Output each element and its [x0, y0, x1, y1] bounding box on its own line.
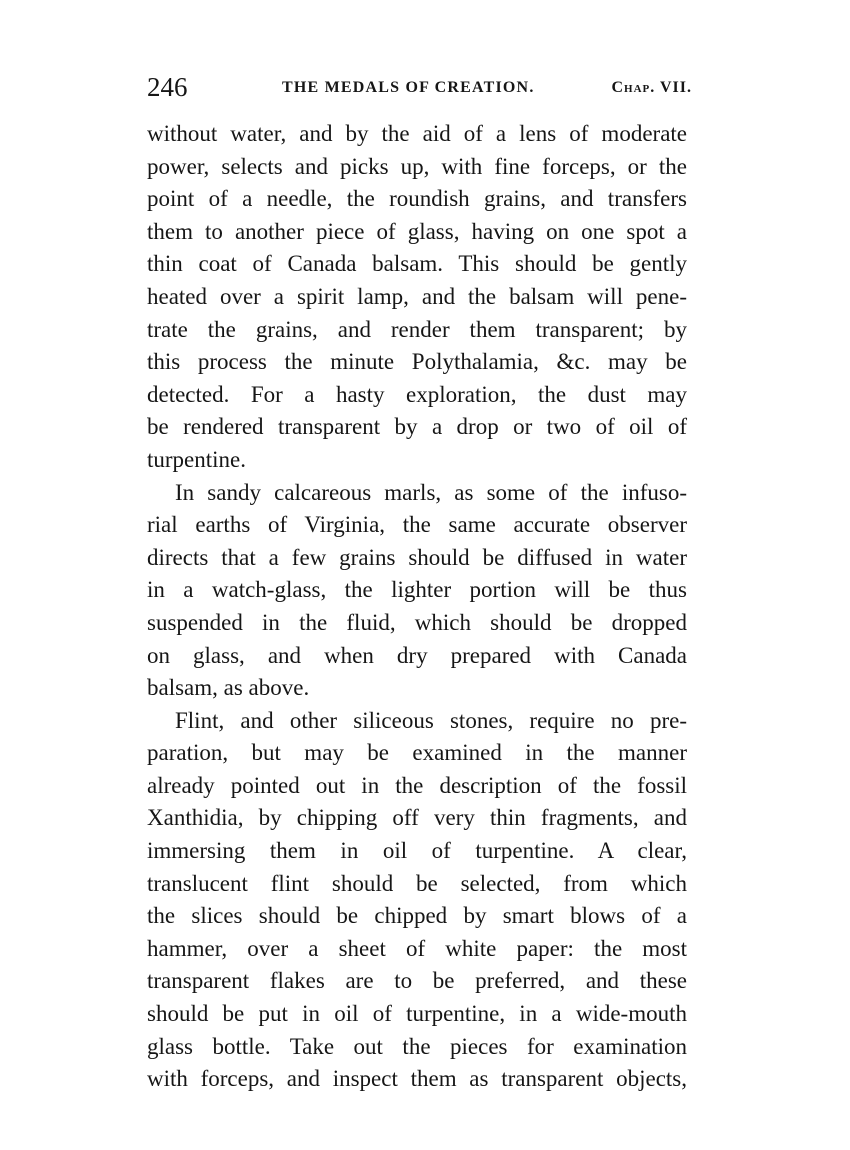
- text-line: In sandy calcareous marls, as some of the infuso-: [175, 479, 687, 505]
- text-line: thin coat of Canada balsam. This should be gently: [147, 251, 687, 277]
- text-line: in a watch-glass, the lighter portion will be thus: [147, 577, 687, 603]
- text-line: transparent flakes are to be preferred, and these: [147, 968, 687, 994]
- text-line: on glass, and when dry prepared with Canada: [147, 642, 687, 668]
- running-head: [147, 70, 692, 104]
- text-line: be rendered transparent by a drop or two of oil of: [147, 414, 687, 440]
- book-title: THE MEDALS OF CREATION.: [282, 79, 535, 96]
- paragraph-2: [147, 477, 687, 705]
- text-line: this process the minute Polythalamia, &c. may be: [147, 349, 687, 375]
- text-line: Xanthidia, by chipping off very thin fragments, and: [147, 805, 687, 831]
- chapter-label: Chap. VII.: [611, 79, 692, 96]
- text-line: point of a needle, the roundish grains, and transfers: [147, 186, 687, 212]
- text-line: rial earths of Virginia, the same accurate observer: [147, 512, 687, 538]
- text-line: translucent flint should be selected, from which: [147, 870, 687, 896]
- text-line: suspended in the fluid, which should be dropped: [147, 609, 687, 635]
- text-line: should be put in oil of turpentine, in a wide-mouth: [147, 1001, 687, 1027]
- text-line: already pointed out in the description of the fossil: [147, 772, 687, 798]
- text-line: them to another piece of glass, having on one spot a: [147, 218, 687, 244]
- text-line: detected. For a hasty exploration, the dust may: [147, 381, 687, 407]
- text-line: directs that a few grains should be diffused in water: [147, 544, 687, 570]
- text-line: hammer, over a sheet of white paper: the most: [147, 935, 687, 961]
- text-line: turpentine.: [147, 446, 246, 472]
- text-line: heated over a spirit lamp, and the balsam will pene-: [147, 283, 687, 309]
- paragraph-1: [147, 118, 687, 477]
- text-line: power, selects and picks up, with fine forceps, or the: [147, 153, 687, 179]
- paragraph-3: [147, 705, 687, 1096]
- text-line: balsam, as above.: [147, 675, 310, 701]
- text-line: Flint, and other siliceous stones, require no pre-: [175, 707, 687, 733]
- page-number: 246: [147, 72, 188, 102]
- text-line: with forceps, and inspect them as transparent objects,: [147, 1066, 687, 1092]
- text-line: trate the grains, and render them transparent; by: [147, 316, 687, 342]
- text-line: without water, and by the aid of a lens of moderate: [147, 121, 687, 146]
- text-line: glass bottle. Take out the pieces for examination: [147, 1033, 687, 1059]
- text-line: immersing them in oil of turpentine. A clear,: [147, 838, 687, 864]
- text-line: the slices should be chipped by smart blows of a: [147, 903, 687, 929]
- body-text: [147, 118, 687, 1096]
- text-line: paration, but may be examined in the manner: [147, 740, 687, 766]
